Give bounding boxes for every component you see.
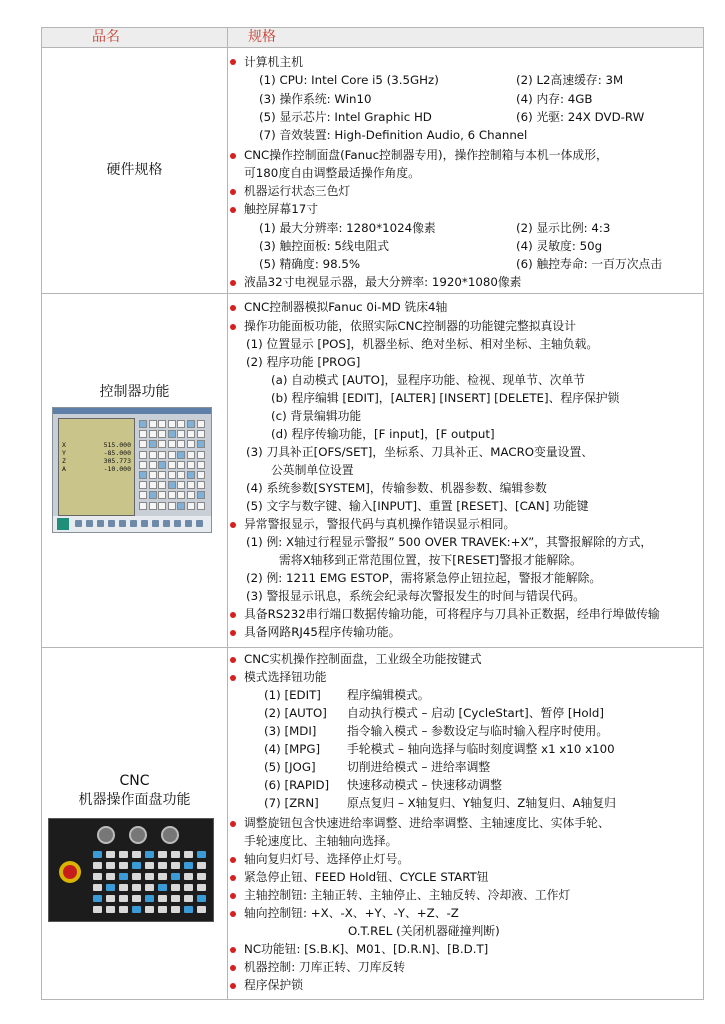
key-icon: [139, 461, 147, 469]
key-icon: [139, 430, 147, 438]
hw-cpu: (1) CPU: Intel Core i5 (3.5GHz): [259, 73, 439, 87]
key-icon: [197, 440, 205, 448]
mode-description: 快速移动模式 – 快速移动调整: [347, 778, 502, 792]
mode-name: (5) [JOG]: [264, 760, 316, 774]
ctl-bg: (c) 背景编辑功能: [271, 409, 362, 423]
key-icon: [177, 420, 185, 428]
key-icon: [177, 461, 185, 469]
key-icon: [187, 451, 195, 459]
mode-name: (2) [AUTO]: [264, 706, 327, 720]
bullet-icon: [230, 59, 236, 65]
ctl-rs232: 具备RS232串行端口数据传输功能，可将程序与刀具补正数据，经串行埠做传输: [244, 607, 660, 621]
panel-button-icon: [119, 862, 128, 869]
ctl-alarm-1: (1) 例: X轴过行程显示警报” 500 OVER TRAVEK:+X”，其警报解除的方式，: [246, 535, 653, 549]
panel-button-icon: [184, 884, 193, 891]
key-icon: [158, 461, 166, 469]
ctl-keys: (5) 文字与数字键、输入[INPUT]、重置 [RESET]、[CAN] 功能键: [246, 499, 589, 513]
pnl-magazine: 机器控制: 刀库正转、刀库反转: [244, 960, 406, 974]
key-icon: [158, 430, 166, 438]
pnl-intro: CNC实机操作控制面盘，工业级全功能按键式: [244, 652, 482, 666]
panel-button-icon: [106, 884, 115, 891]
panel-button-icon: [93, 873, 102, 880]
controller-keypad: [139, 420, 207, 512]
key-icon: [187, 461, 195, 469]
header-spec: 规格: [248, 29, 276, 45]
key-icon: [139, 420, 147, 428]
bullet-icon: [230, 893, 236, 899]
panel-button-icon: [184, 895, 193, 902]
panel-button-icon: [119, 873, 128, 880]
ctl-alarm: 异常警报显示，警报代码与真机操作错误显示相同。: [244, 517, 516, 531]
key-icon: [158, 420, 166, 428]
axis-label: Y: [62, 449, 66, 457]
key-icon: [149, 481, 157, 489]
key-icon: [168, 420, 176, 428]
panel-button-icon: [145, 873, 154, 880]
axis-label: X: [62, 441, 66, 449]
mode-name: (3) [MDI]: [264, 724, 317, 738]
bullet-icon: [230, 675, 236, 681]
key-icon: [168, 481, 176, 489]
panel-button-icon: [145, 906, 154, 913]
key-icon: [158, 502, 166, 510]
panel-title-2: 机器操作面盘功能: [78, 792, 191, 808]
hw-panel: CNC操作控制面盘(Fanuc控制器专用)，操作控制箱与本机一体成形，: [244, 148, 608, 162]
panel-button-icon: [145, 895, 154, 902]
ctl-ofs-2: 公英制单位设置: [271, 463, 354, 477]
ctl-rj45: 具备网路RJ45程序传输功能。: [244, 625, 401, 639]
panel-button-icon: [171, 851, 180, 858]
bullet-icon: [230, 983, 236, 989]
panel-button-icon: [93, 862, 102, 869]
toolbar-icon: [163, 520, 170, 527]
mode-name: (1) [EDIT]: [264, 688, 321, 702]
pnl-nc: NC功能钮: [S.B.K]、M01、[D.R.N]、[B.D.T]: [244, 942, 489, 956]
column-divider: [227, 27, 228, 1000]
panel-button-icon: [158, 884, 167, 891]
panel-button-icon: [106, 873, 115, 880]
bullet-icon: [230, 612, 236, 618]
panel-button-icon: [171, 895, 180, 902]
panel-button-icon: [158, 895, 167, 902]
hw-l2: (2) L2高速缓存: 3M: [516, 73, 624, 87]
key-icon: [149, 471, 157, 479]
controller-screen: [58, 418, 135, 516]
panel-button-icon: [93, 906, 102, 913]
panel-button-icon: [158, 873, 167, 880]
hw-gpu: (5) 显示芯片: Intel Graphic HD: [259, 110, 432, 124]
panel-button-icon: [171, 873, 180, 880]
panel-title-1: CNC: [119, 773, 150, 789]
bullet-icon: [230, 305, 236, 311]
panel-button-icon: [197, 884, 206, 891]
axis-value: -85.000: [103, 449, 131, 457]
operation-panel-photo: [48, 818, 214, 922]
app-logo-icon: [57, 518, 69, 530]
toolbar-icon: [130, 520, 137, 527]
mode-name: (7) [ZRN]: [264, 796, 319, 810]
panel-button-icon: [184, 906, 193, 913]
key-icon: [187, 502, 195, 510]
hw-res: (1) 最大分辨率: 1280*1024像素: [259, 221, 436, 235]
toolbar-icon: [75, 520, 82, 527]
mode-name: (4) [MPG]: [264, 742, 321, 756]
hw-panel-2: 可180度自由调整最适操作角度。: [244, 166, 420, 180]
hw-life: (6) 触控寿命: 一百万次点击: [516, 257, 663, 271]
panel-button-icon: [197, 873, 206, 880]
pnl-lock: 程序保护锁: [244, 978, 303, 992]
ctl-auto: (a) 自动模式 [AUTO]，显程序功能、检视、现单节、次单节: [271, 373, 586, 387]
panel-button-icon: [171, 884, 180, 891]
panel-button-icon: [171, 906, 180, 913]
panel-button-icon: [197, 895, 206, 902]
toolbar-icon: [185, 520, 192, 527]
key-icon: [149, 420, 157, 428]
key-icon: [177, 440, 185, 448]
mode-description: 切削进给模式 – 进给率调整: [347, 760, 491, 774]
table-border-right: [703, 27, 704, 1000]
key-icon: [149, 430, 157, 438]
panel-button-icon: [197, 862, 206, 869]
emergency-stop-button: [63, 865, 77, 879]
bullet-icon: [230, 207, 236, 213]
table-border-top: [41, 27, 704, 28]
mode-description: 指令输入模式 – 参数设定与临时输入程序时使用。: [347, 724, 609, 738]
key-icon: [197, 430, 205, 438]
key-icon: [149, 451, 157, 459]
panel-button-icon: [119, 884, 128, 891]
bullet-icon: [230, 911, 236, 917]
key-icon: [139, 440, 147, 448]
controller-screenshot: [52, 407, 212, 533]
ctl-pos: (1) 位置显示 [POS]，机器坐标、绝对坐标、相对坐标、主轴负载。: [246, 337, 599, 351]
knob-icon: [129, 826, 147, 844]
key-icon: [149, 491, 157, 499]
panel-button-icon: [184, 851, 193, 858]
toolbar-icon: [174, 520, 181, 527]
ctl-fanuc: CNC控制器模拟Fanuc 0i-MD 铣床4轴: [244, 300, 448, 314]
key-icon: [168, 440, 176, 448]
key-icon: [139, 502, 147, 510]
key-icon: [168, 491, 176, 499]
key-icon: [139, 491, 147, 499]
table-header-bg: [42, 28, 703, 47]
panel-button-icon: [132, 851, 141, 858]
axis-label: A: [62, 465, 66, 473]
pnl-lamps: 轴向复归灯号、选择停止灯号。: [244, 852, 410, 866]
pnl-estop: 紧急停止钮、FEED Hold钮、CYCLE START钮: [244, 870, 489, 884]
bullet-icon: [230, 857, 236, 863]
key-icon: [139, 451, 147, 459]
panel-button-icon: [119, 851, 128, 858]
knob-icon: [97, 826, 115, 844]
pnl-spindle: 主轴控制钮: 主轴正转、主轴停止、主轴反转、冷却液、工作灯: [244, 888, 571, 902]
key-icon: [197, 471, 205, 479]
hw-os: (3) 操作系统: Win10: [259, 92, 372, 106]
toolbar-icon: [97, 520, 104, 527]
pnl-knobs-2: 手轮速度比、主轴轴向选择。: [244, 834, 398, 848]
key-icon: [187, 440, 195, 448]
hw-sens: (4) 灵敏度: 50g: [516, 239, 603, 253]
panel-button-icon: [197, 906, 206, 913]
panel-button-icon: [158, 851, 167, 858]
bullet-icon: [230, 875, 236, 881]
hw-ram: (4) 内存: 4GB: [516, 92, 593, 106]
panel-button-icon: [145, 862, 154, 869]
ctl-prog: (2) 程序功能 [PROG]: [246, 355, 361, 369]
toolbar-icon: [119, 520, 126, 527]
key-icon: [139, 481, 147, 489]
row-divider-1: [41, 293, 704, 294]
panel-button-icon: [158, 862, 167, 869]
key-icon: [177, 471, 185, 479]
bullet-icon: [230, 189, 236, 195]
controller-titlebar: [53, 408, 211, 414]
key-icon: [177, 491, 185, 499]
key-icon: [177, 481, 185, 489]
panel-button-icon: [184, 873, 193, 880]
axis-value: -10.000: [103, 465, 131, 473]
ctl-alarm-3: (3) 警报显示讯息，系统会纪录每次警报发生的时间与错误代码。: [246, 589, 585, 603]
hardware-title: 硬件规格: [106, 162, 163, 178]
key-icon: [187, 420, 195, 428]
key-icon: [158, 440, 166, 448]
controller-toolbar: [53, 516, 211, 532]
controller-title: 控制器功能: [99, 384, 170, 400]
hw-touch: 触控屏幕17寸: [244, 202, 318, 216]
panel-button-icon: [93, 851, 102, 858]
panel-button-icon: [93, 884, 102, 891]
key-icon: [139, 471, 147, 479]
key-icon: [177, 430, 185, 438]
bullet-icon: [230, 965, 236, 971]
panel-button-icon: [145, 851, 154, 858]
panel-button-icon: [106, 862, 115, 869]
bullet-icon: [230, 522, 236, 528]
key-icon: [168, 502, 176, 510]
panel-button-icon: [106, 851, 115, 858]
ctl-system: (4) 系统参数[SYSTEM]，传输参数、机器参数、编辑参数: [246, 481, 547, 495]
toolbar-icon: [108, 520, 115, 527]
ctl-ofs: (3) 刀具补正[OFS/SET]，坐标系、刀具补正、MACRO变量设置、: [246, 445, 594, 459]
estop-ring: [59, 861, 81, 883]
hw-light: 机器运行状态三色灯: [244, 184, 351, 198]
panel-button-icon: [145, 884, 154, 891]
panel-button-icon: [106, 906, 115, 913]
key-icon: [158, 451, 166, 459]
panel-button-icon: [158, 906, 167, 913]
bullet-icon: [230, 947, 236, 953]
knob-icon: [161, 826, 179, 844]
key-icon: [158, 491, 166, 499]
mode-description: 原点复归 – X轴复归、Y轴复归、Z轴复归、A轴复归: [347, 796, 616, 810]
key-icon: [168, 451, 176, 459]
key-icon: [168, 471, 176, 479]
panel-button-icon: [132, 884, 141, 891]
key-icon: [197, 461, 205, 469]
pnl-axis: 轴向控制钮: +X、-X、+Y、-Y、+Z、-Z: [244, 906, 459, 920]
mode-description: 程序编辑模式。: [347, 688, 430, 702]
panel-button-icon: [184, 862, 193, 869]
key-icon: [168, 430, 176, 438]
panel-button-icon: [93, 895, 102, 902]
key-icon: [149, 461, 157, 469]
panel-button-icon: [119, 906, 128, 913]
key-icon: [187, 481, 195, 489]
hw-ratio: (2) 显示比例: 4:3: [516, 221, 611, 235]
panel-button-icon: [119, 895, 128, 902]
panel-button-icon: [132, 906, 141, 913]
bullet-icon: [230, 153, 236, 159]
key-icon: [197, 491, 205, 499]
ctl-edit: (b) 程序编辑 [EDIT]，[ALTER] [INSERT] [DELETE]、程序保护锁: [271, 391, 620, 405]
axis-label: Z: [62, 457, 66, 465]
key-icon: [168, 461, 176, 469]
pnl-otrel: O.T.REL (关闭机器碰撞判断): [348, 924, 500, 938]
row-divider-2: [41, 647, 704, 648]
hw-tv: 液晶32寸电视显示器，最大分辨率: 1920*1080像素: [244, 275, 522, 289]
key-icon: [187, 471, 195, 479]
panel-button-icon: [106, 895, 115, 902]
hw-touchpanel: (3) 触控面板: 5线电阻式: [259, 239, 390, 253]
key-icon: [197, 451, 205, 459]
bullet-icon: [230, 657, 236, 663]
header-divider: [41, 47, 704, 48]
ctl-alarm-1b: 需将X轴移到正常范围位置，按下[RESET]警报才能解除。: [279, 553, 582, 567]
key-icon: [197, 481, 205, 489]
key-icon: [187, 491, 195, 499]
mode-description: 自动执行模式 – 启动 [CycleStart]、暂停 [Hold]: [347, 706, 604, 720]
panel-button-icon: [197, 851, 206, 858]
hw-acc: (5) 精确度: 98.5%: [259, 257, 361, 271]
key-icon: [187, 430, 195, 438]
hw-host: 计算机主机: [244, 55, 303, 69]
header-item-name: 品名: [92, 29, 120, 45]
panel-button-icon: [132, 873, 141, 880]
ctl-alarm-2: (2) 例: 1211 EMG ESTOP，需将紧急停止钮拉起，警报才能解除。: [246, 571, 602, 585]
hw-dvd: (6) 光驱: 24X DVD-RW: [516, 110, 645, 124]
key-icon: [197, 420, 205, 428]
ctl-panel: 操作功能面板功能，依照实际CNC控制器的功能键完整拟真设计: [244, 319, 577, 333]
bullet-icon: [230, 630, 236, 636]
axis-value: 515.000: [103, 441, 131, 449]
key-icon: [197, 502, 205, 510]
panel-button-icon: [132, 862, 141, 869]
key-icon: [177, 502, 185, 510]
hw-audio: (7) 音效装置: High-Definition Audio, 6 Channel: [259, 128, 528, 142]
key-icon: [177, 451, 185, 459]
toolbar-icon: [86, 520, 93, 527]
key-icon: [158, 481, 166, 489]
key-icon: [158, 471, 166, 479]
toolbar-icon: [196, 520, 203, 527]
pnl-knobs: 调整旋钮包含快速进给率调整、进给率调整、主轴速度比、实体手轮、: [244, 816, 610, 830]
toolbar-icon: [141, 520, 148, 527]
panel-button-icon: [132, 895, 141, 902]
key-icon: [149, 502, 157, 510]
bullet-icon: [230, 280, 236, 286]
mode-name: (6) [RAPID]: [264, 778, 330, 792]
table-border-bottom: [41, 999, 704, 1000]
panel-button-icon: [171, 862, 180, 869]
mode-description: 手轮模式 – 轴向选择与临时刻度调整 x1 x10 x100: [347, 742, 615, 756]
toolbar-icon: [152, 520, 159, 527]
axis-value: 305.773: [103, 457, 131, 465]
bullet-icon: [230, 324, 236, 330]
ctl-transfer: (d) 程序传输功能，[F input]，[F output]: [271, 427, 495, 441]
key-icon: [149, 440, 157, 448]
bullet-icon: [230, 821, 236, 827]
pnl-mode: 模式选择钮功能: [244, 670, 327, 684]
